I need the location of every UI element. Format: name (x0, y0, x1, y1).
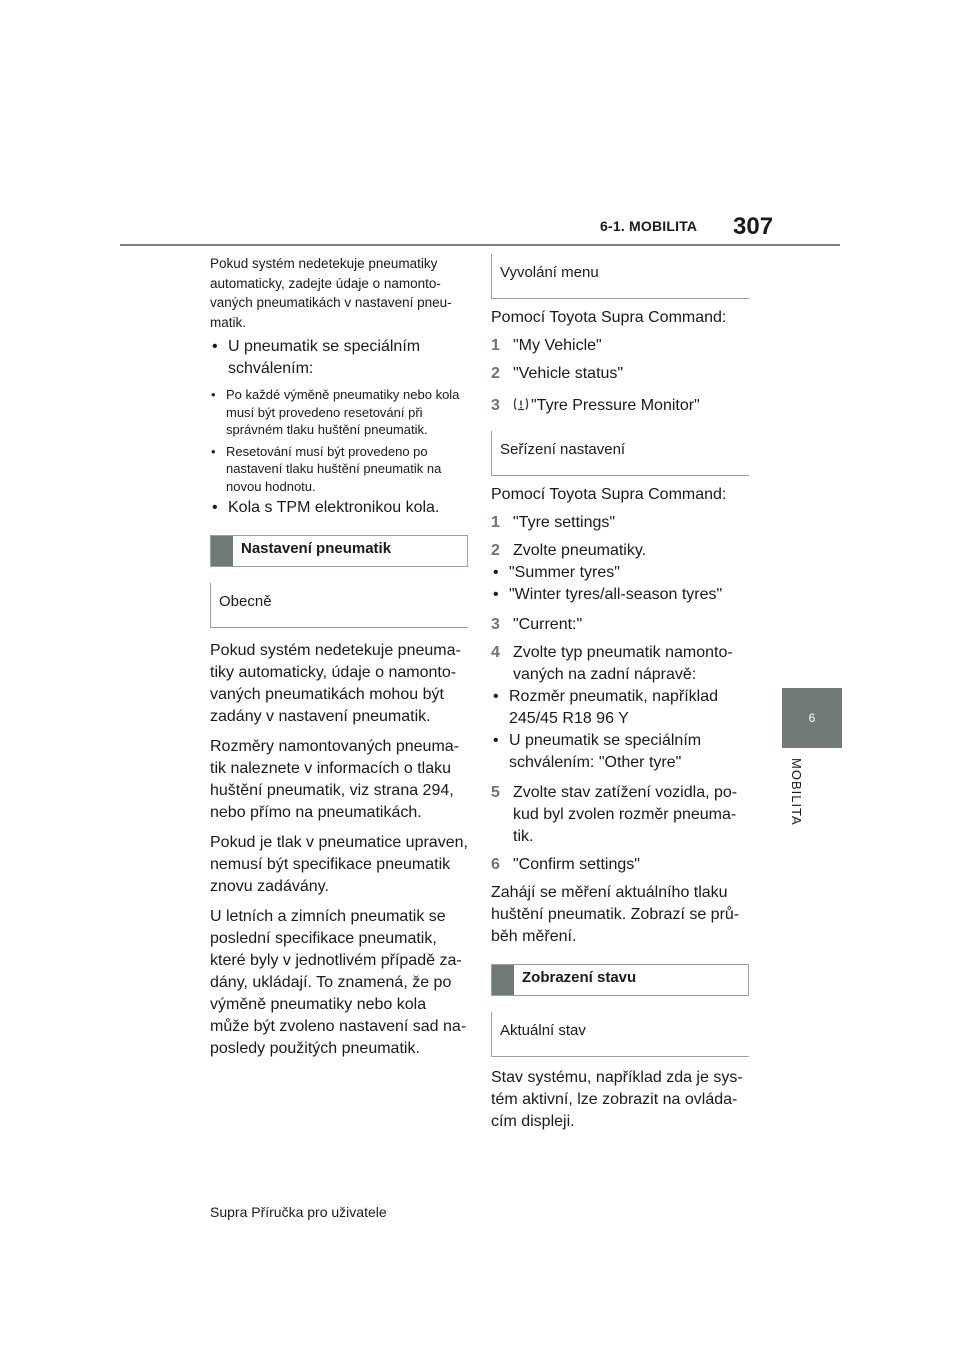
bullet-special-approval: • U pneumatik se speciálním schválením: (210, 336, 468, 380)
step-text: "My Vehicle" (513, 337, 602, 354)
step-number: 5 (491, 784, 500, 801)
step-text: "Confirm settings" (513, 856, 640, 873)
step-item (491, 512, 749, 534)
step-text: "Vehicle status" (513, 365, 624, 382)
step-item (491, 540, 749, 562)
status-paragraph: Stav systému, například zda je systém aktivní, lze zobrazit na ovládacím displeji. (491, 1069, 743, 1130)
step-number: 2 (491, 365, 500, 382)
subsection-general: Obecně (210, 583, 468, 628)
step-item (491, 854, 749, 876)
page-number: 307 (733, 213, 774, 240)
section-box-marker (211, 536, 233, 566)
paragraph-2: Rozměry namontovaných pneumatik naleznete v informacích o tlaku huštění pneumatik, viz strana 294, nebo přímo na pneumatikách. (210, 738, 460, 821)
header-divider (120, 244, 840, 246)
step-number: 3 (491, 397, 500, 414)
step-number: 4 (491, 644, 500, 661)
step-text: "Tyre settings" (513, 514, 616, 531)
chapter-tab (782, 688, 842, 748)
section-title: 6-1. MOBILITA (600, 218, 698, 234)
subbullet-reset-after-change: • Po každé výměně pneumatiky nebo kola musí být provedeno resetování při správném tlaku huštění pneumatik. (210, 386, 468, 439)
chapter-label (782, 758, 808, 848)
step-number: 1 (491, 337, 500, 354)
step-text: Zvolte stav zatížení vozidla, pokud byl zvolen rozměr pneumatik. (513, 784, 738, 845)
subsection-current-status: Aktuální stav (491, 1012, 749, 1057)
step-number: 3 (491, 616, 500, 633)
step-item (491, 782, 749, 848)
step-item (491, 642, 749, 686)
chapter-number: 6 (808, 711, 816, 725)
tyre-pressure-warning-icon (513, 397, 529, 411)
command-intro-1: Pomocí Toyota Supra Command: (491, 309, 727, 326)
subsection-menu: Vyvolání menu (491, 254, 749, 299)
step-text: Zvolte typ pneumatik namontovaných na zadní nápravě: (513, 644, 733, 683)
section-box-marker (492, 965, 514, 995)
measurement-paragraph: Zahájí se měření aktuálního tlaku huštění pneumatik. Zobrazí se průběh měření. (491, 884, 740, 945)
step-number: 1 (491, 514, 500, 531)
subbullet-reset-after-pressure: • Resetování musí být provedeno po nastavení tlaku huštění pneumatik na novou hodnotu. (210, 443, 468, 496)
section-box-status-display (491, 964, 749, 996)
footer-manual-title: Supra Příručka pro uživatele (210, 1204, 387, 1220)
paragraph-3: Pokud je tlak v pneumatice upraven, nemusí být specifikace pneumatik znovu zadávány. (210, 834, 468, 895)
chapter-label-text: MOBILITA (789, 758, 804, 826)
left-column (210, 254, 468, 1068)
step-text: "Tyre Pressure Monitor" (531, 397, 700, 414)
option-other-tyre: • U pneumatik se speciálním schválením: "Other tyre" (491, 730, 749, 774)
command-intro-2: Pomocí Toyota Supra Command: (491, 486, 727, 503)
option-tyre-size: • Rozměr pneumatik, například 245/45 R18 96 Y (491, 686, 749, 730)
section-box-title: Nastavení pneumatik (241, 540, 392, 557)
subsection-adjust-settings: Seřízení nastavení (491, 431, 749, 476)
option-winter-tyres: • "Winter tyres/all-season tyres" (491, 584, 749, 606)
section-box-title: Zobrazení stavu (522, 969, 637, 986)
step-number: 6 (491, 856, 500, 873)
step-item (491, 363, 749, 385)
step-text: "Current:" (513, 616, 583, 633)
intro-paragraph: Pokud systém nedetekuje pneumatiky automaticky, zadejte údaje o namontovaných pneumatikách v nastavení pneumatik. (210, 256, 452, 330)
step-item (491, 614, 749, 636)
bullet-tpm-wheels: • Kola s TPM elektronikou kola. (210, 497, 468, 519)
paragraph-1: Pokud systém nedetekuje pneumatiky automaticky, údaje o namontovaných pneumatikách mohou být zadány v nastavení pneumatik. (210, 642, 461, 725)
step-text: Zvolte pneumatiky. (513, 542, 647, 559)
paragraph-4: U letních a zimních pneumatik se poslední specifikace pneumatik, které byly v jednotlivém případě zadány, ukládají. To znamená, že po výměně pneumatiky nebo kola může být zvoleno nastavení sad naposledy použitých pneumatik. (210, 908, 467, 1057)
step-item (491, 395, 749, 417)
right-column (491, 254, 749, 1141)
option-summer-tyres: • "Summer tyres" (491, 562, 749, 584)
step-number: 2 (491, 542, 500, 559)
step-item (491, 335, 749, 357)
section-box-tyre-settings (210, 535, 468, 567)
